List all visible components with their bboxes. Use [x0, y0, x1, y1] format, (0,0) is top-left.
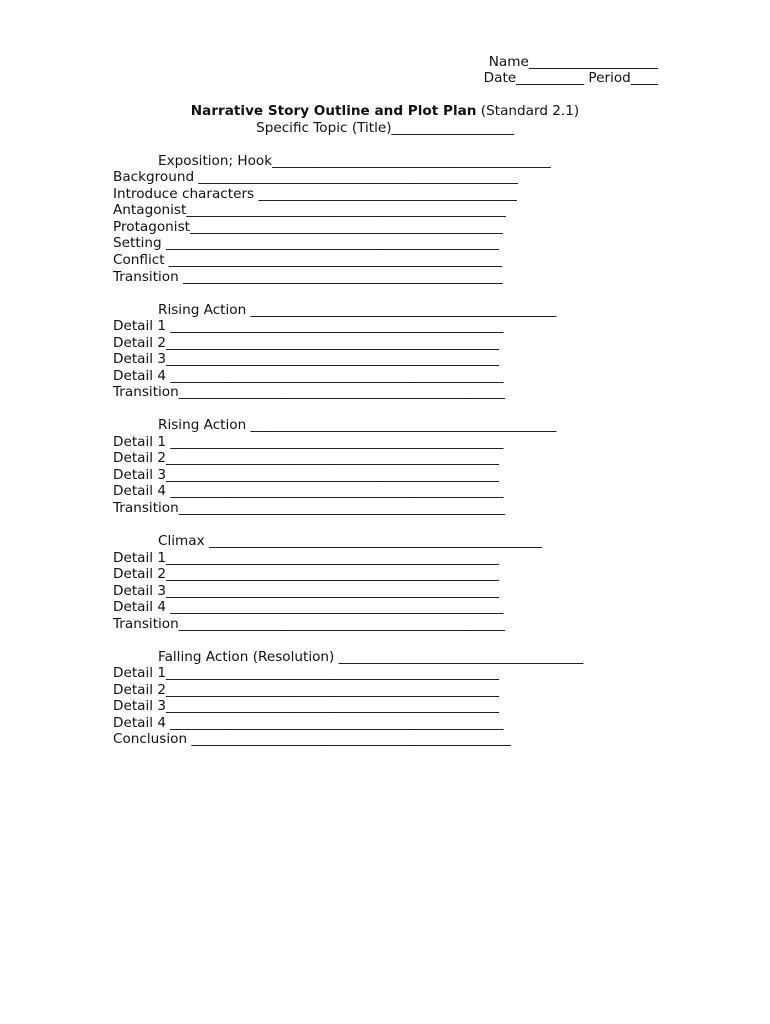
- field-antagonist[interactable]: Antagonist_______________________________________________: [113, 202, 506, 218]
- field-detail-4[interactable]: Detail 4 _________________________________________________: [113, 368, 504, 384]
- field-protagonist[interactable]: Protagonist______________________________________________: [113, 219, 503, 235]
- field-conclusion[interactable]: Conclusion _______________________________________________: [113, 731, 511, 747]
- specific-topic-field[interactable]: Specific Topic (Title)__________________: [256, 120, 514, 136]
- field-detail-4[interactable]: Detail 4 _________________________________________________: [113, 483, 504, 499]
- field-transition[interactable]: Transition _______________________________________________: [113, 269, 503, 285]
- field-detail-3[interactable]: Detail 3_________________________________________________: [113, 467, 500, 483]
- field-introduce-characters[interactable]: Introduce characters ______________________________________: [113, 186, 517, 202]
- date-period-field[interactable]: Date__________ Period____: [483, 70, 658, 86]
- field-detail-1[interactable]: Detail 1_________________________________________________: [113, 665, 500, 681]
- section-heading-rising-action-2[interactable]: Rising Action _____________________________________________: [158, 417, 557, 433]
- section-heading-falling-action[interactable]: Falling Action (Resolution) ____________________________________: [158, 649, 584, 665]
- section-heading-exposition[interactable]: Exposition; Hook_________________________________________: [158, 153, 551, 169]
- field-conflict[interactable]: Conflict _________________________________________________: [113, 252, 502, 268]
- field-background[interactable]: Background _______________________________________________: [113, 169, 518, 185]
- section-heading-rising-action-1[interactable]: Rising Action _____________________________________________: [158, 302, 557, 318]
- field-detail-4[interactable]: Detail 4 _________________________________________________: [113, 599, 504, 615]
- field-setting[interactable]: Setting _________________________________________________: [113, 235, 500, 251]
- field-transition[interactable]: Transition________________________________________________: [113, 500, 505, 516]
- field-detail-1[interactable]: Detail 1 _________________________________________________: [113, 434, 504, 450]
- field-transition[interactable]: Transition________________________________________________: [113, 384, 505, 400]
- name-field[interactable]: Name___________________: [488, 54, 658, 70]
- field-detail-3[interactable]: Detail 3_________________________________________________: [113, 351, 500, 367]
- field-detail-2[interactable]: Detail 2_________________________________________________: [113, 682, 500, 698]
- field-detail-2[interactable]: Detail 2_________________________________________________: [113, 450, 500, 466]
- title-main: Narrative Story Outline and Plot Plan: [190, 103, 477, 119]
- field-detail-3[interactable]: Detail 3_________________________________________________: [113, 698, 500, 714]
- field-detail-4[interactable]: Detail 4 _________________________________________________: [113, 715, 504, 731]
- page-title: [0, 103, 770, 119]
- section-heading-climax[interactable]: Climax _________________________________________________: [158, 533, 543, 549]
- field-detail-1[interactable]: Detail 1 _________________________________________________: [113, 318, 504, 334]
- field-detail-2[interactable]: Detail 2_________________________________________________: [113, 566, 500, 582]
- field-detail-2[interactable]: Detail 2_________________________________________________: [113, 335, 500, 351]
- field-transition[interactable]: Transition________________________________________________: [113, 616, 505, 632]
- title-standard: (Standard 2.1): [476, 103, 580, 119]
- field-detail-3[interactable]: Detail 3_________________________________________________: [113, 583, 500, 599]
- field-detail-1[interactable]: Detail 1_________________________________________________: [113, 550, 500, 566]
